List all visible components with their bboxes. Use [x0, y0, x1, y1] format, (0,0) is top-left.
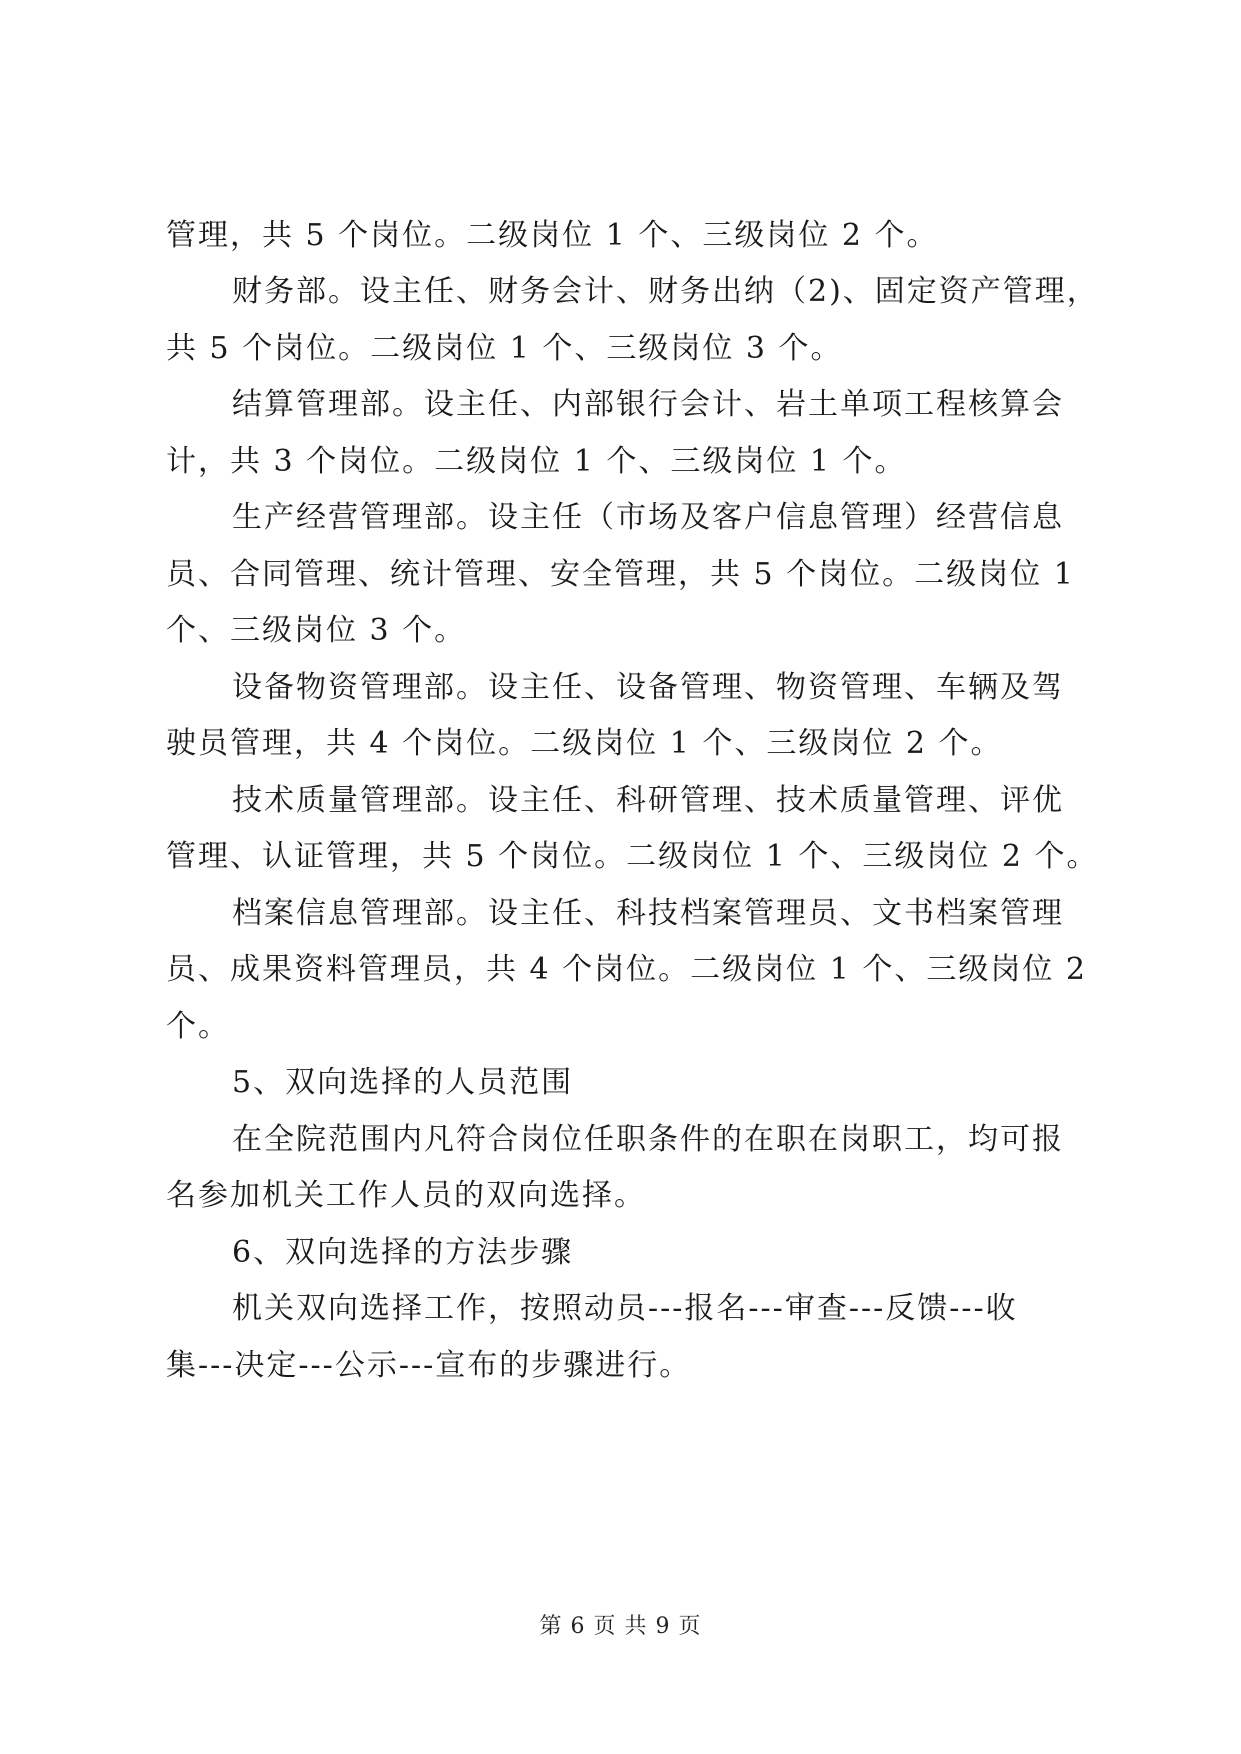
text-line: 管理，共 5 个岗位。二级岗位 1 个、三级岗位 2 个。: [166, 218, 939, 253]
text-line: 集---决定---公示---宣布的步骤进行。: [166, 1348, 692, 1383]
text-line: 设备物资管理部。设主任、设备管理、物资管理、车辆及驾: [232, 670, 1064, 705]
text-line: 个。: [166, 1009, 230, 1044]
text-line: 机关双向选择工作，按照动员---报名---审查---反馈---收: [232, 1291, 1018, 1326]
text-line: 技术质量管理部。设主任、科研管理、技术质量管理、评优: [232, 783, 1064, 818]
section-heading: 6、双向选择的方法步骤: [232, 1235, 574, 1270]
text-line: 生产经营管理部。设主任（市场及客户信息管理）经营信息: [232, 500, 1064, 535]
section-heading: 5、双向选择的人员范围: [232, 1065, 574, 1100]
page-footer: 第 6 页 共 9 页: [539, 1614, 702, 1639]
text-line: 驶员管理，共 4 个岗位。二级岗位 1 个、三级岗位 2 个。: [166, 726, 1003, 761]
text-line: 员、成果资料管理员，共 4 个岗位。二级岗位 1 个、三级岗位 2: [166, 952, 1087, 987]
text-line: 档案信息管理部。设主任、科技档案管理员、文书档案管理: [232, 896, 1064, 931]
text-line: 计，共 3 个岗位。二级岗位 1 个、三级岗位 1 个。: [166, 444, 907, 479]
text-line: 结算管理部。设主任、内部银行会计、岩土单项工程核算会: [232, 387, 1064, 422]
text-line: 员、合同管理、统计管理、安全管理，共 5 个岗位。二级岗位 1: [166, 557, 1075, 592]
text-line: 财务部。设主任、财务会计、财务出纳（2)、固定资产管理，: [232, 274, 1099, 309]
text-line: 管理、认证管理，共 5 个岗位。二级岗位 1 个、三级岗位 2 个。: [166, 839, 1099, 874]
text-line: 在全院范围内凡符合岗位任职条件的在职在岗职工，均可报: [232, 1122, 1064, 1157]
text-line: 共 5 个岗位。二级岗位 1 个、三级岗位 3 个。: [166, 331, 843, 366]
text-line: 个、三级岗位 3 个。: [166, 613, 467, 648]
text-line: 名参加机关工作人员的双向选择。: [166, 1178, 646, 1213]
